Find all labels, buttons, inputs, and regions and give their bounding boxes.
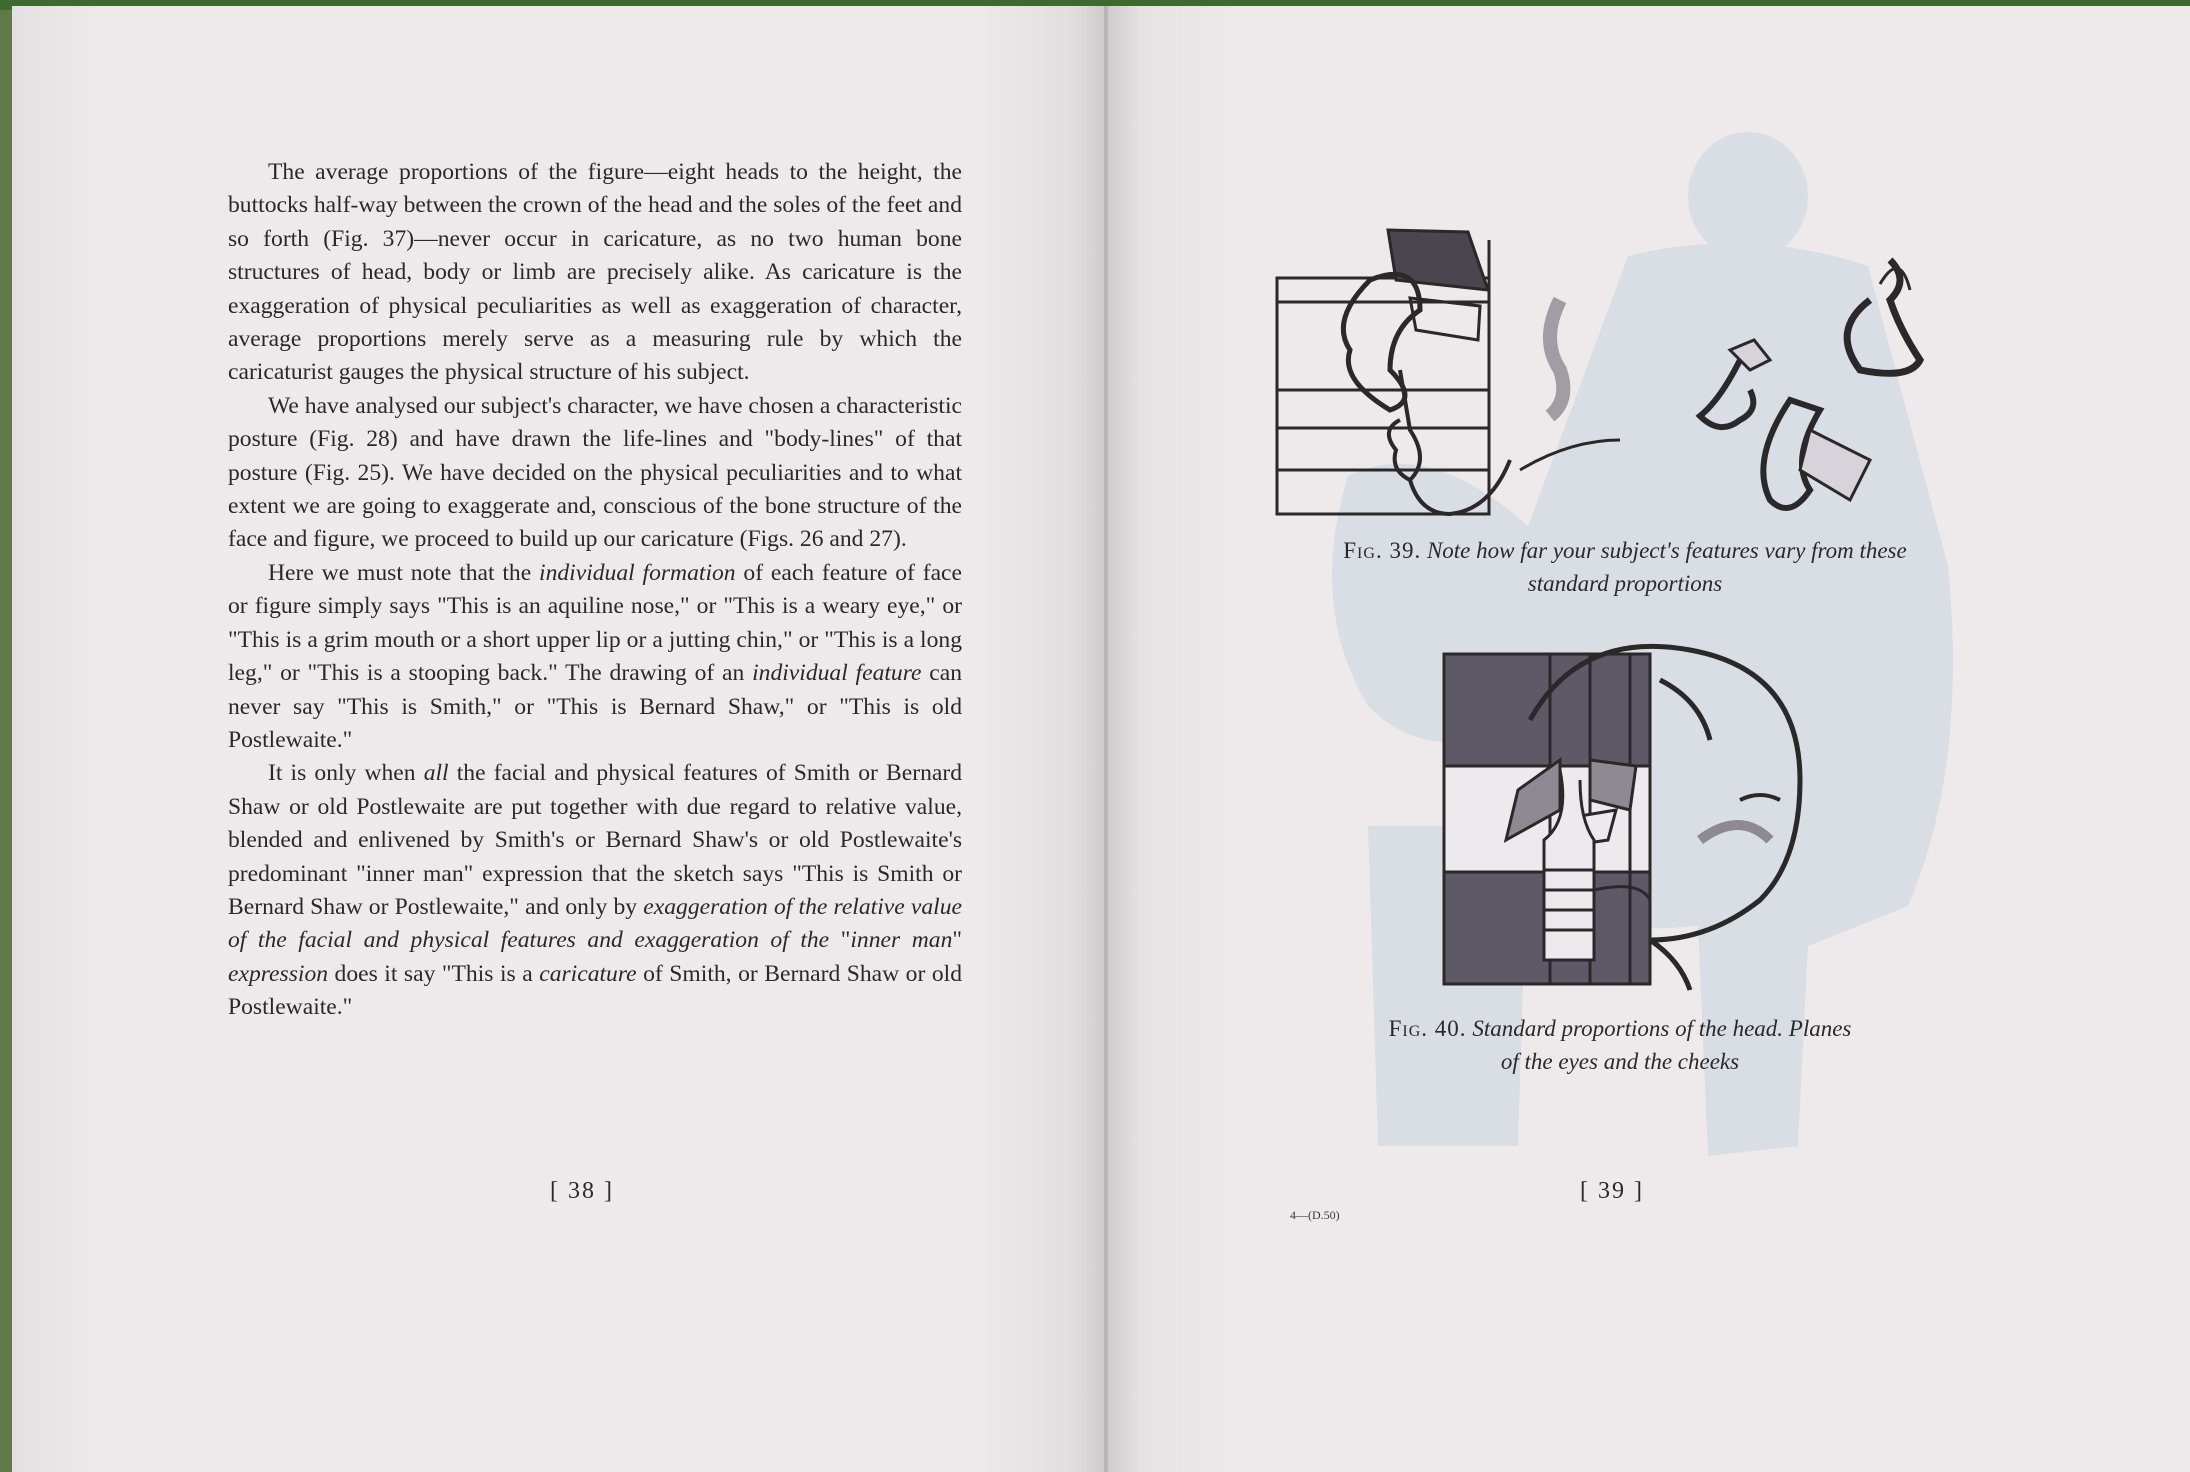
fig-40-illustration xyxy=(1440,640,1860,1000)
fig-40-caption xyxy=(1300,1012,1940,1078)
paragraph xyxy=(228,757,962,1024)
text-run: the facial and physical features of Smith or Bernard Shaw or old Postlewaite are put together with due regard to relative value, blended and enlivened by Smith's or Bernard Shaw's or old Postlewaite's predominant "inner man" expression that the sketch says "This is Smith or Bernard Shaw or Postlewaite," and only by xyxy=(228,760,962,920)
fig-39-caption-line-1: Note how far your subject's features vary from these xyxy=(1426,538,1907,563)
italic-text: expression xyxy=(228,960,329,987)
italic-text: all xyxy=(423,760,449,787)
fig-40-caption-line-1: Standard proportions of the head. Planes xyxy=(1472,1016,1852,1041)
fig-40-caption-line-2: of the eyes and the cheeks xyxy=(1500,1049,1740,1074)
fig-39-caption-line-2: standard proportions xyxy=(1527,571,1723,596)
page-number-38: [ 38 ] xyxy=(550,1178,614,1204)
page-number-39: [ 39 ] xyxy=(1580,1178,1644,1204)
fig-39-label: Fig. 39. xyxy=(1343,538,1422,563)
paragraph xyxy=(228,557,962,757)
text-run: " xyxy=(829,927,851,954)
italic-text: individual formation xyxy=(539,559,736,586)
text-run: of each feature of face or figure simply says "This is an aquiline nose," or "This is a weary eye," or "This is a grim mouth or a short upper lip or a jutting chin," or "This is a long leg," or "This is a stooping back." The drawing of an xyxy=(228,559,962,687)
fig-39-illustration xyxy=(1270,220,1970,530)
signature-mark: 4—(D.50) xyxy=(1290,1208,1340,1222)
text-run: " xyxy=(952,927,963,954)
fig-39-caption xyxy=(1230,534,2020,600)
text-run: Here we must note that the xyxy=(268,559,540,586)
paragraph xyxy=(228,156,962,390)
fig-40-label: Fig. 40. xyxy=(1388,1016,1467,1041)
text-run: It is only when xyxy=(268,760,424,787)
text-run: The average proportions of the figure—eight heads to the height, the buttocks half-way between the crown of the head and the soles of the feet and so forth (Fig. 37)—never occur in caricature, as no two human bone structures of head, body or limb are precisely alike. As caricature is the exaggeration of physical peculiarities as well as exaggeration of character, average proportions merely serve as a measuring rule by which the caricaturist gauges the physical structure of his subject. xyxy=(228,159,962,386)
text-run: of Smith, or Bernard Shaw or old Postlewaite." xyxy=(228,960,962,1021)
text-run: does it say "This is a xyxy=(328,960,540,987)
grid-box xyxy=(1277,278,1489,514)
body-text xyxy=(228,156,962,1025)
paragraph xyxy=(228,390,962,557)
text-run: can never say "This is Smith," or "This is Bernard Shaw," or "This is old Postlewaite." xyxy=(228,660,963,753)
italic-text: exaggeration of the relative value of the facial and physical features and exaggeration of the xyxy=(228,893,962,954)
italic-text: caricature xyxy=(539,960,637,987)
italic-text: individual feature xyxy=(752,660,922,687)
text-run: We have analysed our subject's character, we have chosen a characteristic posture (Fig. 28) and have drawn the life-lines and "body-lines" of that posture (Fig. 25). We have decided on the physical peculiarities and to what extent we are going to exaggerate and, conscious of the bone structure of the face and figure, we proceed to build up our caricature (Figs. 26 and 27). xyxy=(228,392,962,553)
italic-text: inner man xyxy=(850,927,953,954)
